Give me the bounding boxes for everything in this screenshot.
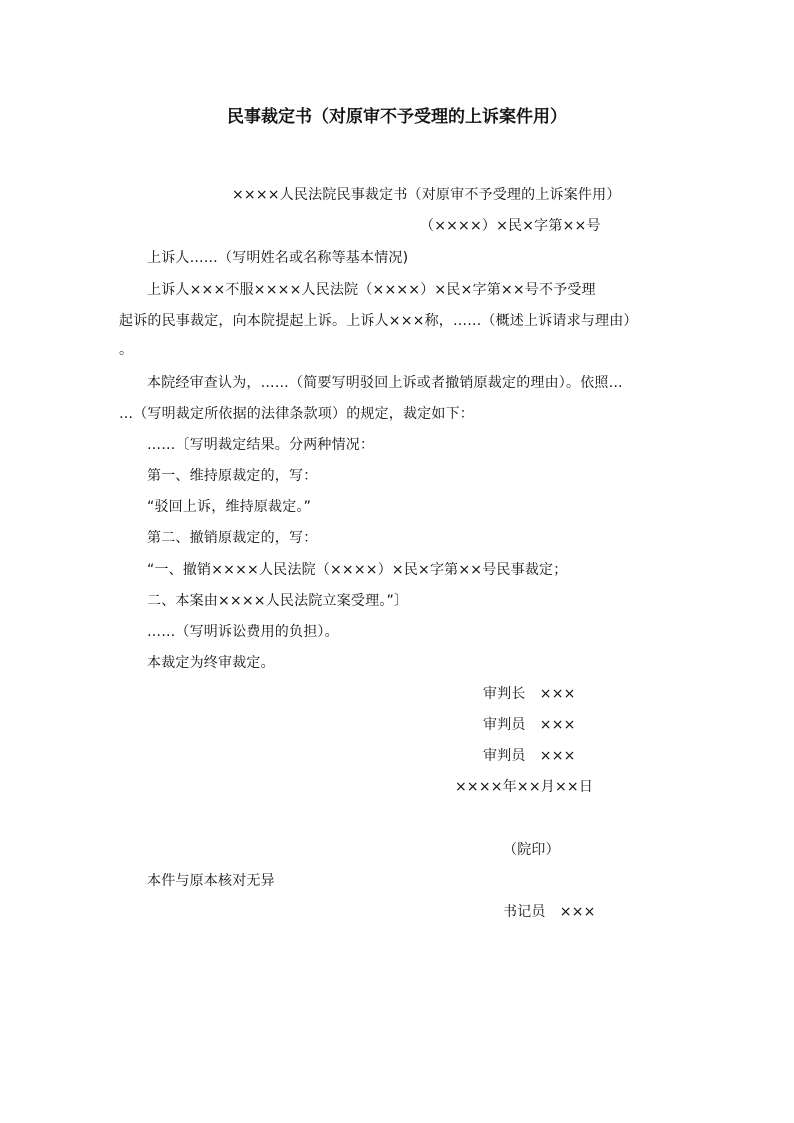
paragraph-1-line-1: 上诉人×××不服××××人民法院（××××）×民×字第××号不予受理 [147,282,596,298]
case-2-text-2: 二、本案由××××人民法院立案受理。”〕 [147,593,409,609]
document-title: 民事裁定书（对原审不予受理的上诉案件用） [227,107,567,127]
ruling-intro: ……〔写明裁定结果。分两种情况： [147,437,375,453]
final-ruling-line: 本裁定为终审裁定。 [147,655,275,671]
presiding-judge: 审判长 ××× [483,686,576,702]
case-2-text-1: “一、撤销××××人民法院（××××）×民×字第××号民事裁定； [147,562,568,578]
judge-2: 审判员 ××× [483,748,576,764]
paragraph-2-line-1: 本院经审查认为，……（简要写明驳回上诉或者撤销原裁定的理由）。依照… [147,375,623,391]
clerk-signature: 书记员 ××× [503,904,596,920]
case-number: （××××）×民×字第××号 [420,218,601,234]
costs-line: ……（写明诉讼费用的负担）。 [147,624,339,640]
court-heading: ××××人民法院民事裁定书（对原审不予受理的上诉案件用） [232,187,621,203]
judge-1: 审判员 ××× [483,717,576,733]
paragraph-1-line-3: 。 [119,342,134,358]
case-2-label: 第二、撤销原裁定的，写： [147,530,318,546]
case-1-text: “驳回上诉，维持原裁定。” [147,499,312,515]
ruling-date: ××××年××月××日 [455,779,594,795]
appellant-line: 上诉人……（写明姓名或名称等基本情况) [147,250,409,266]
paragraph-1-line-2: 起诉的民事裁定，向本院提起上诉。上诉人×××称，……（概述上诉请求与理由） [119,313,638,329]
court-seal: （院印） [503,842,560,858]
paragraph-2-line-2: …（写明裁定所依据的法律条款项）的规定，裁定如下： [119,406,474,422]
case-1-label: 第一、维持原裁定的，写： [147,468,318,484]
verification-note: 本件与原本核对无异 [147,873,275,889]
